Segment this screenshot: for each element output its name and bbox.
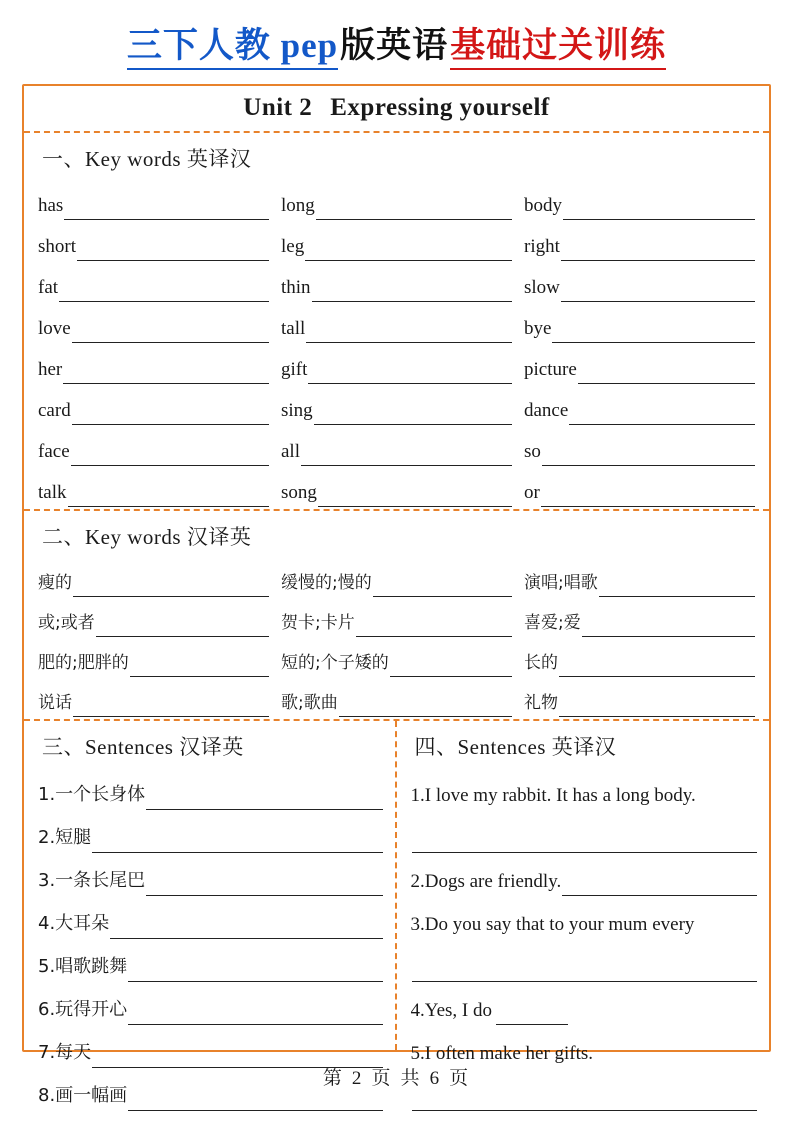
sentence-item[interactable]: [411, 767, 758, 810]
answer-blank[interactable]: [92, 1046, 382, 1068]
section-sentences-en-cn: [397, 721, 770, 1065]
sentence-text: 3.一条长尾巴: [38, 870, 146, 892]
blank-item[interactable]: [281, 343, 512, 384]
answer-blank[interactable]: [308, 362, 512, 384]
sentence-item[interactable]: [38, 853, 383, 896]
word-label: 肥的;肥胖的: [38, 653, 129, 674]
blank-item[interactable]: [524, 261, 755, 302]
answer-blank[interactable]: [373, 575, 512, 597]
sentence-text: 1.I love my rabbit. It has a long body.: [410, 785, 696, 807]
word-label: 贺卡;卡片: [281, 613, 355, 634]
blank-item[interactable]: [281, 302, 512, 343]
sentence-text: 4.大耳朵: [38, 913, 110, 935]
sentence-item[interactable]: [411, 853, 758, 896]
answer-blank[interactable]: [412, 1089, 758, 1111]
blank-item[interactable]: [281, 425, 512, 466]
word-label: tall: [281, 318, 306, 340]
answer-blank[interactable]: [552, 321, 755, 343]
answer-blank[interactable]: [306, 321, 512, 343]
word-label: talk: [38, 482, 67, 504]
answer-blank[interactable]: [569, 403, 755, 425]
word-label: short: [38, 236, 76, 258]
footer-text-before: 第: [322, 1067, 344, 1090]
total-pages: 6: [429, 1068, 442, 1090]
blank-item[interactable]: [281, 557, 512, 597]
answer-blank[interactable]: [77, 239, 269, 261]
section-key-words-en-cn: [24, 133, 769, 509]
answer-blank[interactable]: [59, 280, 269, 302]
answer-blank[interactable]: [412, 960, 758, 982]
word-label: fat: [38, 277, 59, 299]
answer-blank[interactable]: [128, 1003, 382, 1025]
blank-item[interactable]: [38, 261, 269, 302]
word-label: 或;或者: [38, 613, 95, 634]
blank-item[interactable]: [524, 220, 755, 261]
sentence-item[interactable]: [411, 1068, 758, 1111]
sentence-item[interactable]: [38, 1068, 383, 1111]
section4-heading: 四、Sentences 英译汉: [414, 735, 617, 760]
answer-blank[interactable]: [561, 280, 755, 302]
blank-item[interactable]: [38, 677, 269, 717]
blank-item[interactable]: [38, 343, 269, 384]
answer-blank[interactable]: [110, 917, 382, 939]
word-label: so: [524, 441, 541, 463]
blank-item[interactable]: [524, 343, 755, 384]
blank-item[interactable]: [524, 302, 755, 343]
section3-heading: 三、Sentences 汉译英: [42, 735, 244, 760]
sentence-item[interactable]: [411, 1025, 758, 1068]
answer-blank[interactable]: [146, 788, 382, 810]
blank-item[interactable]: [281, 179, 512, 220]
word-label: gift: [281, 359, 308, 381]
word-label: face: [38, 441, 70, 463]
sentence-text: 5.I often make her gifts.: [410, 1043, 594, 1065]
word-label: love: [38, 318, 71, 340]
title-part-black: 版英语: [340, 26, 449, 65]
sentence-item[interactable]: [38, 810, 383, 853]
answer-blank[interactable]: [339, 695, 512, 717]
answer-blank[interactable]: [130, 655, 269, 677]
sentence-text: 8.画一幅画: [38, 1085, 128, 1107]
answer-blank[interactable]: [578, 362, 755, 384]
word-label: long: [281, 195, 315, 217]
sentence-text: 7.每天: [38, 1042, 92, 1064]
answer-blank[interactable]: [301, 444, 512, 466]
sentence-text: 6.玩得开心: [38, 999, 128, 1021]
answer-blank[interactable]: [68, 485, 270, 507]
unit-number: Unit 2: [243, 94, 313, 122]
answer-blank[interactable]: [496, 1003, 568, 1025]
word-label: her: [38, 359, 63, 381]
blank-item[interactable]: [524, 466, 755, 507]
word-label: all: [281, 441, 300, 463]
page-title: [22, 26, 771, 70]
section2-grid: [38, 557, 755, 717]
answer-blank[interactable]: [316, 198, 512, 220]
page-number: 2: [351, 1068, 364, 1090]
blank-item[interactable]: [524, 677, 755, 717]
unit-name: Expressing yourself: [330, 94, 550, 122]
word-label: or: [524, 482, 540, 504]
word-label: card: [38, 400, 71, 422]
answer-blank[interactable]: [146, 874, 382, 896]
blank-item[interactable]: [524, 597, 755, 637]
footer-text-middle: 页 共: [371, 1067, 422, 1090]
blank-item[interactable]: [38, 597, 269, 637]
word-label: 喜爱;爱: [524, 613, 581, 634]
sentence-item[interactable]: [38, 939, 383, 982]
answer-blank[interactable]: [63, 362, 269, 384]
word-label: 礼物: [524, 693, 558, 714]
word-label: leg: [281, 236, 305, 258]
blank-item[interactable]: [38, 557, 269, 597]
answer-blank[interactable]: [412, 831, 758, 853]
blank-item[interactable]: [281, 597, 512, 637]
answer-blank[interactable]: [314, 403, 512, 425]
answer-blank[interactable]: [582, 615, 755, 637]
blank-item[interactable]: [38, 637, 269, 677]
sentence-item[interactable]: [38, 896, 383, 939]
section1-grid: [38, 179, 755, 507]
answer-blank[interactable]: [563, 198, 755, 220]
blank-item[interactable]: [281, 677, 512, 717]
footer-text-after: 页: [449, 1067, 471, 1090]
sentence-text: 3.Do you say that to your mum every: [410, 914, 695, 936]
blank-item[interactable]: [38, 220, 269, 261]
sentence-item[interactable]: [411, 939, 758, 982]
word-label: 歌;歌曲: [281, 693, 338, 714]
blank-item[interactable]: [281, 637, 512, 677]
word-label: 长的: [524, 653, 558, 674]
sentence-item[interactable]: [411, 810, 758, 853]
answer-blank[interactable]: [390, 655, 512, 677]
answer-blank[interactable]: [599, 575, 755, 597]
word-label: 短的;个子矮的: [281, 653, 389, 674]
word-label: body: [524, 195, 562, 217]
word-label: slow: [524, 277, 560, 299]
word-label: 瘦的: [38, 573, 72, 594]
blank-item[interactable]: [281, 466, 512, 507]
blank-item[interactable]: [38, 466, 269, 507]
word-label: picture: [524, 359, 577, 381]
answer-blank[interactable]: [561, 239, 755, 261]
blank-item[interactable]: [524, 384, 755, 425]
word-label: song: [281, 482, 317, 504]
sentence-item[interactable]: [411, 982, 758, 1025]
blank-item[interactable]: [38, 384, 269, 425]
title-part-blue: 三下人教 pep: [127, 26, 338, 70]
word-label: thin: [281, 277, 311, 299]
word-label: 缓慢的;慢的: [281, 573, 372, 594]
sentence-item[interactable]: [411, 896, 758, 939]
blank-item[interactable]: [524, 179, 755, 220]
blank-item[interactable]: [524, 557, 755, 597]
blank-item[interactable]: [281, 261, 512, 302]
answer-blank[interactable]: [96, 615, 269, 637]
sentence-text: 1.一个长身体: [38, 784, 146, 806]
answer-blank[interactable]: [542, 444, 755, 466]
word-label: 说话: [38, 693, 72, 714]
answer-blank[interactable]: [562, 874, 757, 896]
blank-item[interactable]: [281, 220, 512, 261]
section2-heading: 二、Key words 汉译英: [42, 525, 252, 550]
answer-blank[interactable]: [305, 239, 512, 261]
blank-item[interactable]: [524, 425, 755, 466]
sentence-item[interactable]: [38, 1025, 383, 1068]
blank-item[interactable]: [38, 425, 269, 466]
section1-heading: 一、Key words 英译汉: [42, 147, 252, 172]
answer-blank[interactable]: [73, 575, 269, 597]
blank-item[interactable]: [38, 302, 269, 343]
word-label: has: [38, 195, 64, 217]
answer-blank[interactable]: [559, 695, 755, 717]
answer-blank[interactable]: [64, 198, 269, 220]
sentence-text: 2.Dogs are friendly.: [410, 871, 562, 893]
answer-blank[interactable]: [128, 1089, 382, 1111]
word-label: 演唱;唱歌: [524, 573, 598, 594]
sentence-item[interactable]: [38, 767, 383, 810]
section-key-words-cn-en: [24, 511, 769, 719]
answer-blank[interactable]: [559, 655, 755, 677]
sentence-item[interactable]: [38, 982, 383, 1025]
answer-blank[interactable]: [312, 280, 512, 302]
answer-blank[interactable]: [541, 485, 755, 507]
blank-item[interactable]: [281, 384, 512, 425]
word-label: right: [524, 236, 560, 258]
answer-blank[interactable]: [318, 485, 512, 507]
word-label: dance: [524, 400, 569, 422]
blank-item[interactable]: [524, 637, 755, 677]
word-label: sing: [281, 400, 313, 422]
answer-blank[interactable]: [72, 321, 269, 343]
sentence-text: 5.唱歌跳舞: [38, 956, 128, 978]
answer-blank[interactable]: [356, 615, 512, 637]
title-part-red: 基础过关训练: [450, 26, 666, 70]
answer-blank[interactable]: [73, 695, 269, 717]
sentence-text: 4.Yes, I do: [410, 1000, 492, 1022]
answer-blank[interactable]: [72, 403, 269, 425]
answer-blank[interactable]: [71, 444, 269, 466]
blank-item[interactable]: [38, 179, 269, 220]
answer-blank[interactable]: [128, 960, 382, 982]
sentence-text: 2.短腿: [38, 827, 92, 849]
word-label: bye: [524, 318, 552, 340]
unit-heading: [24, 86, 769, 131]
answer-blank[interactable]: [92, 831, 382, 853]
